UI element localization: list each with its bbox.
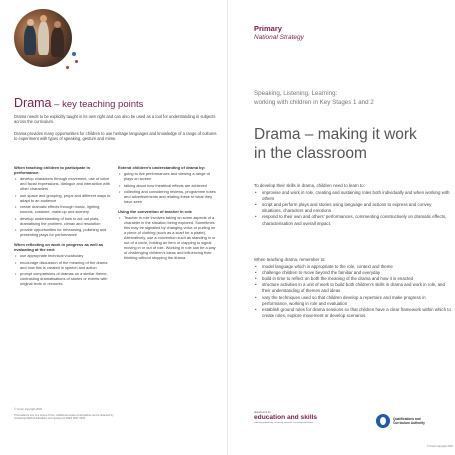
- right-page: [228, 0, 455, 455]
- decorative-dot-icon: [75, 60, 78, 63]
- right-column: [118, 165, 218, 262]
- left-page: [0, 0, 227, 455]
- list-item: • talking about how theatrical effects are achieved: [118, 183, 218, 188]
- dfes-logo: department for education and skills creating opportunity, releasing potential, achieving excellence: [254, 411, 318, 424]
- list-item: • establish ground rules for drama sessions so that children have a clear framework within which to create roles, explore movement or develop scenarios.: [254, 307, 452, 319]
- footnote: This leaflet is one of a series of four. Additional copies of all leaflets can be obtained by contacting DfES Publications and quoting ref DfES 0627 2003: [14, 414, 114, 421]
- list-item: • Teacher in role involves taking on some aspects of a character in the situation being explored. Sometimes this may be signalled by changing voice or putting on a piece of clothing (such as a scarf for a pirate). Alternatively, use a convention such as standing in or out of a circle, holding an item or clapping to signal moving in or out of role. Working in role can be a way of challenging children's ideas and influencing their thinking without stopping the drama.: [118, 215, 218, 260]
- copyright: © Crown copyright 2003: [14, 408, 42, 411]
- list-item: • create dramatic effects through music, lighting, sounds, costume, make-up and scenery: [14, 204, 114, 214]
- decorative-dot-icon: [66, 66, 69, 69]
- decorative-dot-icon: [72, 52, 76, 56]
- brand-name: Primary: [254, 24, 282, 33]
- page-title: Drama – key teaching points: [14, 96, 144, 110]
- section-heading: Extend children's understanding of drama by:: [118, 165, 206, 170]
- list-item: • respond to their own and others' performances, commenting constructively on dramatic effects, characterisation and overall impact.: [254, 214, 452, 226]
- copyright: © Crown copyright 2003: [427, 445, 453, 448]
- list-item: • improvise and work in role, creating and sustaining roles both individually and when working with others: [254, 190, 452, 202]
- section-heading: Using the convention of teacher in role: [118, 208, 193, 214]
- list-item: • develop characters through movement, use of voice and facial expressions, dialogue and interaction with other characters: [14, 176, 114, 191]
- list-item: • structure activities in a unit of work to build both children's skills in drama and work in role, and their understanding of themes and ideas: [254, 282, 452, 294]
- learn-section: To develop their skills in drama, children need to learn to: • improvise and work in role, creating and sustaining roles both individually and when working with others • script and perform plays and stories using language and actions to express and convey situations, characters and emotions • respond to their own and others' performances, commenting constructively on dramatic effects, characterisation and overall impact.: [254, 183, 452, 227]
- list-item: • build in time to reflect on both the meaning of the drama and how it is enacted: [254, 276, 452, 282]
- list-item: • develop understanding of how to act out plots, dramatising the problem, climax and resolution: [14, 216, 114, 226]
- list-item: • use space and grouping, props and different ways to adapt to an audience: [14, 193, 114, 203]
- intro-paragraph: Drama provides many opportunities for children to use heritage languages and knowledge of a range of cultures to experiment with types of speaking, gesture and mime.: [14, 131, 217, 142]
- intro-paragraph: Drama needs to be explicitly taught in its own right and can also be used as a tool for understanding in subjects across the curriculum.: [14, 114, 216, 125]
- brand-subtitle: National Strategy: [254, 34, 304, 41]
- list-item: • prompt comparisons of dramas on a similar theme, contrasting dramatisations of stories or events with original texts or recounts.: [14, 271, 114, 286]
- list-item: • script and perform plays and stories using language and actions to express and convey situations, characters and emotions: [254, 202, 452, 214]
- series-title: Speaking, Listening, Learning: working with children in Key Stages 1 and 2: [254, 90, 374, 106]
- page-title: Drama – making it work in the classroom: [254, 126, 417, 162]
- list-item: • encourage discussion of the meaning of the drama and how this is created in speech and action: [14, 260, 114, 270]
- list-item: • vary the techniques used so that children develop a repertoire and make progress in performance, working in role and evaluation: [254, 295, 452, 307]
- section-heading: When reflecting on work in progress as well as evaluating at the end:: [14, 242, 104, 253]
- left-column: [14, 165, 114, 288]
- classroom-photo: [14, 9, 72, 67]
- list-item: • going to live performances and viewing a range of plays on screen: [118, 171, 218, 181]
- section-heading: When teaching children to participate in performance:: [14, 165, 91, 175]
- list-item: • challenge children to move beyond the familiar and everyday: [254, 270, 452, 276]
- brand: [254, 24, 304, 41]
- list-item: • provide opportunities for rehearsing, polishing and presenting plays for performance: [14, 227, 114, 237]
- qca-emblem-icon: [376, 414, 390, 428]
- qca-logo: Qualifications and Curriculum Authority: [376, 414, 425, 428]
- list-item: • model language which is appropriate to the role, context and theme: [254, 264, 452, 270]
- teach-section: When teaching drama, remember to: • model language which is appropriate to the role, context and theme • challenge children to move beyond the familiar and everyday • build in time to reflect on both the meaning of the drama and how it is enacted • structure activities in a unit of work to build both children's skills in drama and work in role, and their understanding of themes and ideas • vary the techniques used so that children develop a repertoire and make progress in performance, working in role and evaluation • establish ground rules for drama sessions so that children have a clear framework within which to create roles, explore movement or develop scenarios.: [254, 257, 452, 319]
- list-item: • collecting and considering reviews, programme notes and advertisements and relating these to what they have seen: [118, 189, 218, 204]
- list-item: • use appropriate technical vocabulary: [14, 253, 114, 258]
